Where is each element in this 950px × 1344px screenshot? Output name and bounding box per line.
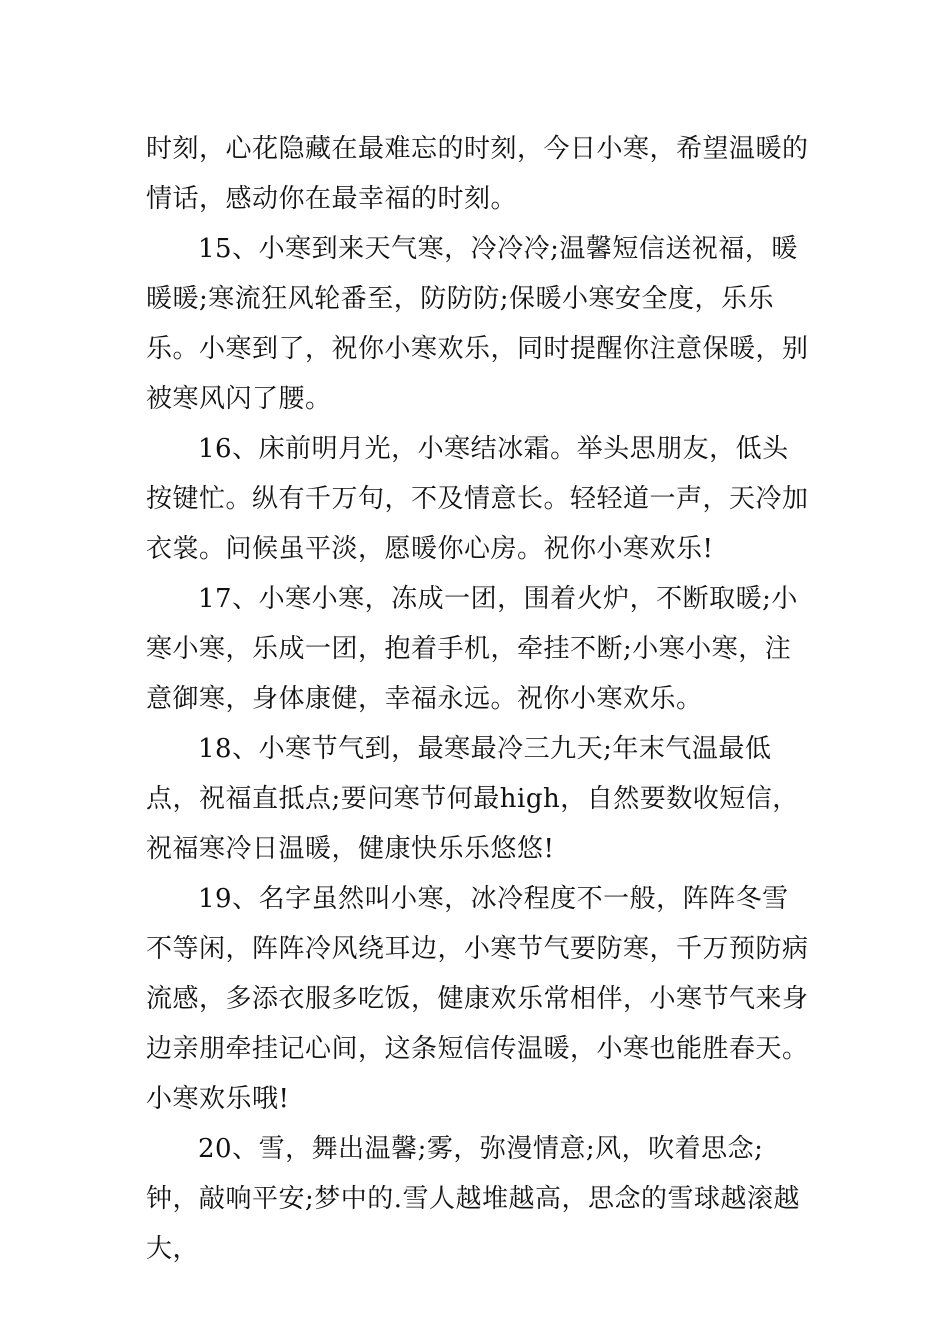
paragraph-continuation: 时刻，心花隐藏在最难忘的时刻，今日小寒，希望温暖的情话，感动你在最幸福的时刻。: [146, 134, 809, 214]
paragraph-17: 17、小寒小寒，冻成一团，围着火炉，不断取暖;小寒小寒，乐成一团，抱着手机，牵挂不断;小寒小寒，注意御寒，身体康健，幸福永远。祝你小寒欢乐。: [146, 584, 798, 714]
paragraph-20: 20、雪，舞出温馨;雾，弥漫情意;风，吹着思念;钟，敲响平安;梦中的.雪人越堆越高，思念的雪球越滚越大，: [146, 1134, 801, 1264]
document-body: [146, 124, 811, 1274]
paragraph-16: 16、床前明月光，小寒结冰霜。举头思朋友，低头按键忙。纵有千万句，不及情意长。轻轻道一声，天冷加衣裳。问候虽平淡，愿暖你心房。祝你小寒欢乐!: [146, 434, 809, 564]
paragraph-15: 15、小寒到来天气寒，冷冷冷;温馨短信送祝福，暖暖暖;寒流狂风轮番至，防防防;保暖小寒安全度，乐乐乐。小寒到了，祝你小寒欢乐，同时提醒你注意保暖，别被寒风闪了腰。: [146, 234, 809, 414]
paragraph-19: 19、名字虽然叫小寒，冰冷程度不一般，阵阵冬雪不等闲，阵阵冷风绕耳边，小寒节气要防寒，千万预防病流感，多添衣服多吃饭，健康欢乐常相伴，小寒节气来身边亲朋牵挂记心间，这条短信传温暖，小寒也能胜春天。小寒欢乐哦!: [146, 884, 809, 1114]
paragraph-18: 18、小寒节气到，最寒最冷三九天;年末气温最低点，祝福直抵点;要问寒节何最high，自然要数收短信，祝福寒冷日温暖，健康快乐乐悠悠!: [146, 734, 799, 864]
